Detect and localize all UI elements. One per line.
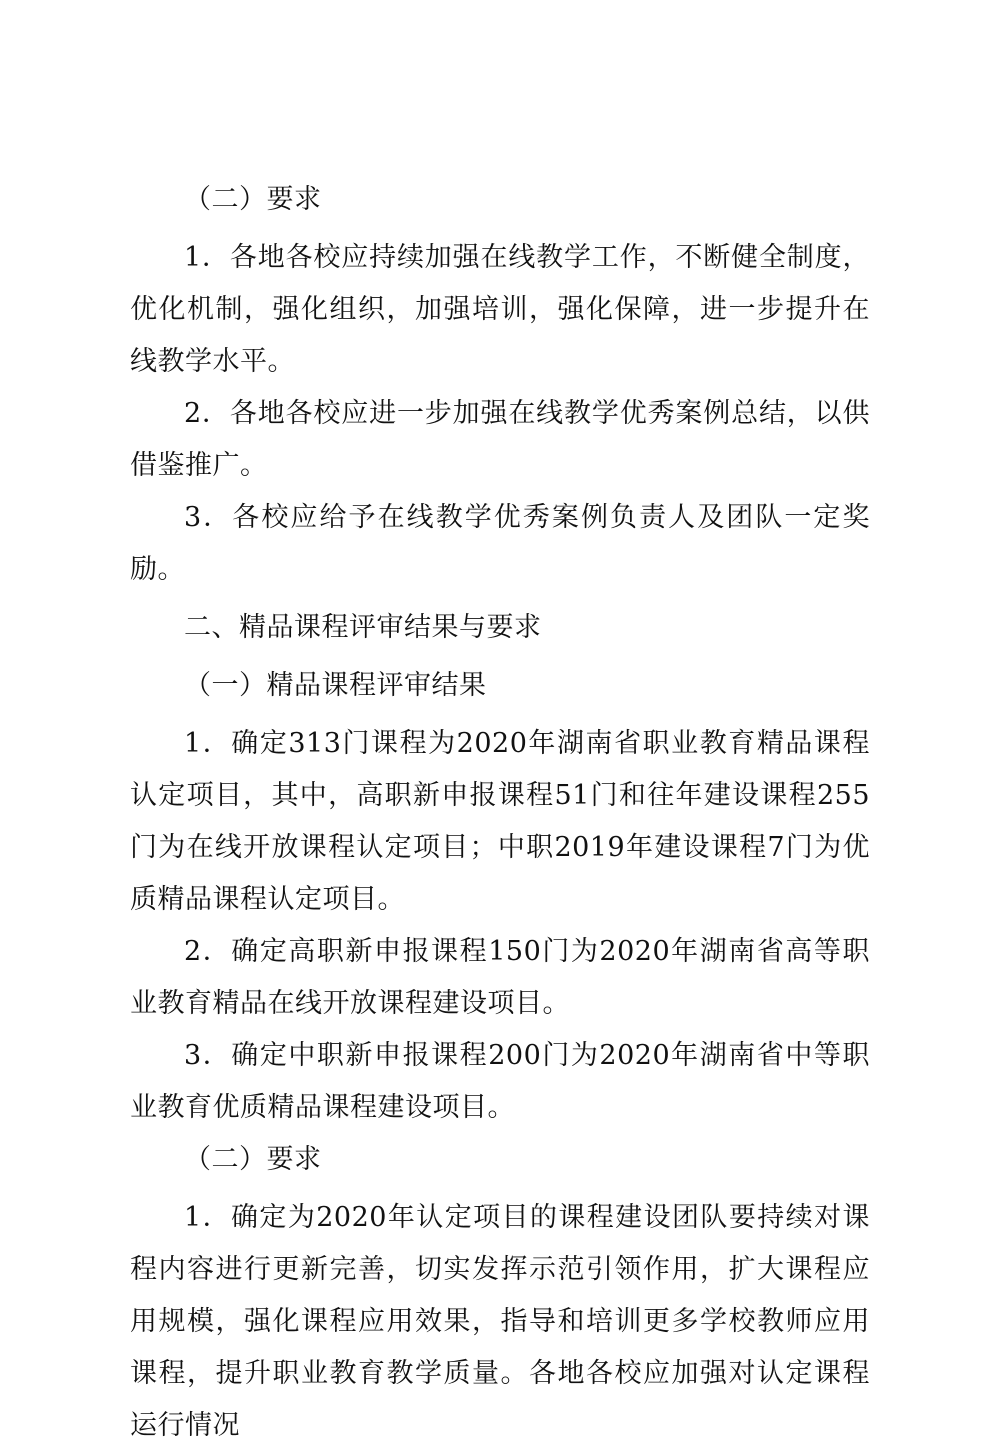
paragraph-results-1: 1．确定313门课程为2020年湖南省职业教育精品课程认定项目，其中，高职新申报课程51门和往年建设课程255门为在线开放课程认定项目；中职2019年建设课程7门为优质精品课程认定项目。 <box>130 728 870 915</box>
paragraph-requirements-1: 1．确定为2020年认定项目的课程建设团队要持续对课程内容进行更新完善，切实发挥示范引领作用，扩大课程应用规模，强化课程应用效果，指导和培训更多学校教师应用课程，提升职业教育教学质量。各地各校应加强对认定课程运行情况 <box>130 1202 870 1441</box>
subheading-requirements: （二）要求 <box>184 184 322 215</box>
paragraph-results-3: 3．确定中职新申报课程200门为2020年湖南省中等职业教育优质精品课程建设项目。 <box>130 1040 870 1123</box>
paragraph-online-teaching-1: 1．各地各校应持续加强在线教学工作，不断健全制度，优化机制，强化组织，加强培训，强化保障，进一步提升在线教学水平。 <box>130 242 870 377</box>
subheading-requirements-2: （二）要求 <box>184 1144 322 1175</box>
paragraph-online-teaching-2: 2．各地各校应进一步加强在线教学优秀案例总结，以供借鉴推广。 <box>130 398 870 481</box>
document-body <box>130 174 870 1452</box>
section-heading-quality-courses: 二、精品课程评审结果与要求 <box>184 612 542 643</box>
paragraph-results-2: 2．确定高职新申报课程150门为2020年湖南省高等职业教育精品在线开放课程建设项目。 <box>130 936 870 1019</box>
subheading-review-results: （一）精品课程评审结果 <box>184 670 487 701</box>
paragraph-online-teaching-3: 3．各校应给予在线教学优秀案例负责人及团队一定奖励。 <box>130 502 870 585</box>
